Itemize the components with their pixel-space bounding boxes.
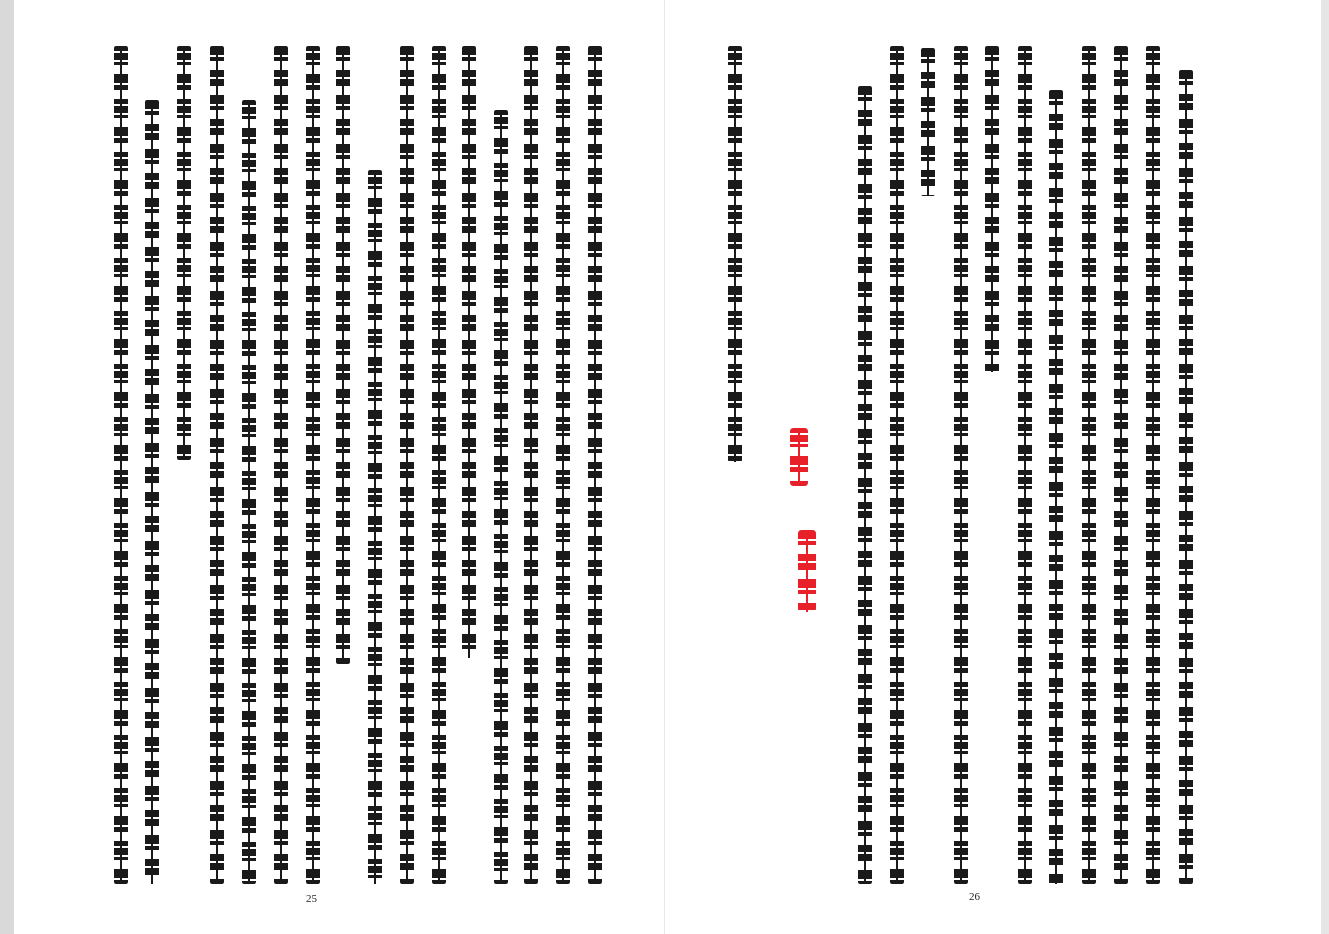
script-glyphs bbox=[306, 46, 320, 884]
script-glyphs bbox=[890, 46, 904, 884]
left-page-text-column bbox=[274, 46, 288, 884]
right-page-text-column bbox=[728, 46, 742, 462]
page-number-right: 26 bbox=[969, 891, 980, 903]
script-glyphs bbox=[336, 46, 350, 664]
script-glyphs bbox=[1018, 46, 1032, 884]
right-page-text-column bbox=[1049, 90, 1063, 884]
left-page bbox=[14, 0, 664, 934]
left-page-text-column bbox=[210, 46, 224, 884]
script-glyphs bbox=[494, 110, 508, 884]
viewer-left-border bbox=[0, 0, 14, 934]
left-page-text-column bbox=[524, 46, 538, 884]
left-page-text-column bbox=[242, 100, 256, 884]
script-glyphs bbox=[1146, 46, 1160, 884]
left-page-text-column bbox=[588, 46, 602, 884]
left-page-text-column bbox=[432, 46, 446, 884]
script-glyphs bbox=[177, 46, 191, 460]
page-number-left: 25 bbox=[306, 893, 317, 905]
script-glyphs bbox=[368, 170, 382, 884]
left-page-text-column bbox=[114, 46, 128, 884]
right-page-text-column bbox=[954, 46, 968, 884]
script-glyphs bbox=[462, 46, 476, 658]
right-page-text-column bbox=[1114, 46, 1128, 884]
script-glyphs bbox=[242, 100, 256, 884]
script-glyphs bbox=[114, 46, 128, 884]
right-page-text-column bbox=[858, 86, 872, 884]
script-glyphs bbox=[274, 46, 288, 884]
script-glyphs bbox=[556, 46, 570, 884]
left-page-text-column bbox=[556, 46, 570, 884]
script-glyphs bbox=[1114, 46, 1128, 884]
script-glyphs bbox=[524, 46, 538, 884]
left-page-text-column bbox=[368, 170, 382, 884]
right-page-text-column bbox=[890, 46, 904, 884]
script-glyphs bbox=[432, 46, 446, 884]
script-glyphs bbox=[985, 46, 999, 372]
left-page-text-column bbox=[177, 46, 191, 460]
right-page-text-column bbox=[1082, 46, 1096, 884]
left-page-text-column bbox=[306, 46, 320, 884]
right-page-text-column bbox=[1146, 46, 1160, 884]
script-glyphs bbox=[1179, 70, 1193, 884]
viewer-right-border bbox=[1321, 0, 1329, 934]
script-glyphs bbox=[728, 46, 742, 462]
script-glyphs bbox=[145, 100, 159, 884]
right-page-text-column bbox=[921, 48, 935, 196]
title-glyphs bbox=[790, 428, 808, 486]
script-glyphs bbox=[588, 46, 602, 884]
script-glyphs bbox=[400, 46, 414, 884]
script-glyphs bbox=[954, 46, 968, 884]
left-page-text-column bbox=[494, 110, 508, 884]
script-glyphs bbox=[921, 48, 935, 196]
left-page-text-column bbox=[145, 100, 159, 884]
title-glyphs bbox=[798, 530, 816, 612]
section-title-word bbox=[790, 428, 808, 486]
left-page-text-column bbox=[462, 46, 476, 658]
section-title-word bbox=[798, 530, 816, 612]
right-page-text-column bbox=[1179, 70, 1193, 884]
right-page-text-column bbox=[985, 46, 999, 372]
script-glyphs bbox=[1049, 90, 1063, 884]
script-glyphs bbox=[1082, 46, 1096, 884]
right-page bbox=[665, 0, 1321, 934]
left-page-text-column bbox=[400, 46, 414, 884]
left-page-text-column bbox=[336, 46, 350, 664]
script-glyphs bbox=[858, 86, 872, 884]
script-glyphs bbox=[210, 46, 224, 884]
right-page-text-column bbox=[1018, 46, 1032, 884]
section-title bbox=[790, 428, 824, 612]
